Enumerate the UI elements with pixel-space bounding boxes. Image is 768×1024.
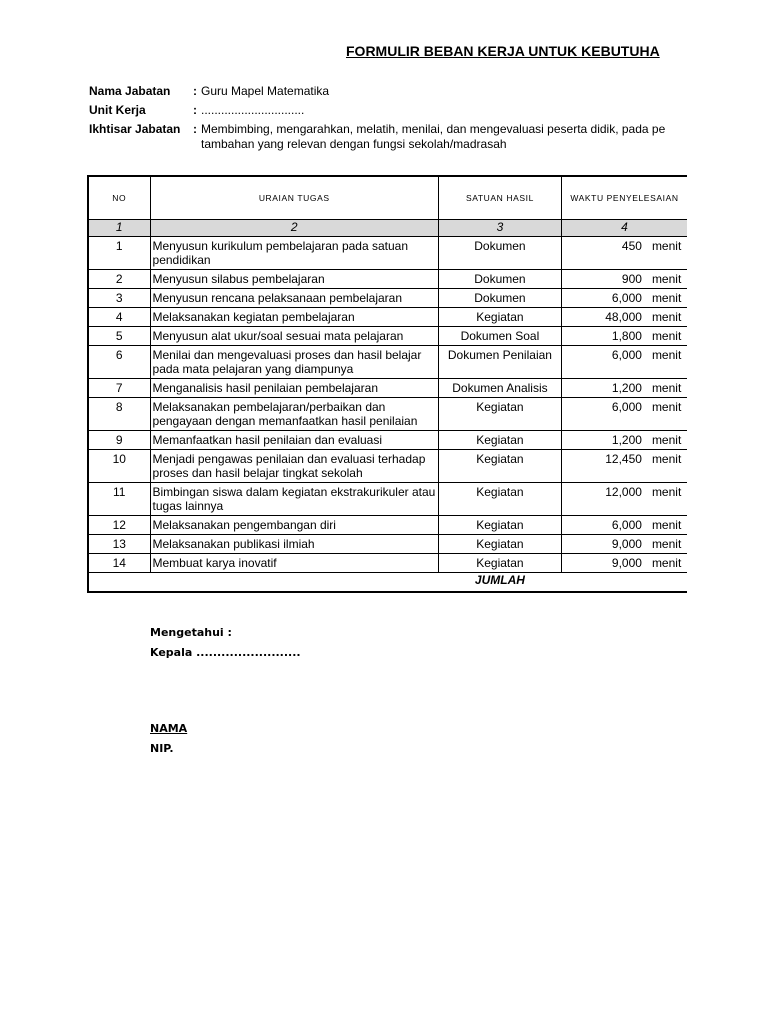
table-row bbox=[88, 379, 687, 398]
table-row bbox=[88, 398, 687, 431]
row-waktu-unit: menit bbox=[651, 291, 682, 305]
row-waktu-unit: menit bbox=[651, 518, 682, 532]
ikhtisar-line-1: Membimbing, mengarahkan, melatih, menilai, dan mengevaluasi peserta didik, pada pe bbox=[201, 122, 666, 136]
row-satuan: Kegiatan bbox=[438, 535, 561, 554]
nama-label: NAMA bbox=[150, 722, 188, 735]
row-waktu-value: 6,000 bbox=[611, 400, 642, 414]
row-waktu bbox=[561, 327, 687, 346]
row-waktu-value: 12,450 bbox=[605, 452, 642, 466]
col-number: 1 bbox=[88, 220, 150, 237]
colon: : bbox=[193, 84, 197, 98]
form-title: FORMULIR BEBAN KERJA UNTUK KEBUTUHA bbox=[346, 43, 660, 59]
row-uraian: Melaksanakan kegiatan pembelajaran bbox=[150, 308, 438, 327]
row-waktu-unit: menit bbox=[651, 329, 682, 343]
row-waktu-unit: menit bbox=[651, 239, 682, 253]
row-waktu-unit: menit bbox=[651, 485, 682, 499]
header-no: NO bbox=[88, 176, 150, 220]
row-no: 3 bbox=[88, 289, 150, 308]
row-waktu bbox=[561, 308, 687, 327]
row-satuan: Dokumen bbox=[438, 270, 561, 289]
ikhtisar-jabatan-label: Ikhtisar Jabatan bbox=[89, 122, 181, 136]
row-uraian: Memanfaatkan hasil penilaian dan evaluasi bbox=[150, 431, 438, 450]
row-no: 1 bbox=[88, 237, 150, 270]
row-satuan: Kegiatan bbox=[438, 431, 561, 450]
row-no: 9 bbox=[88, 431, 150, 450]
row-uraian: Menyusun kurikulum pembelajaran pada satuan pendidikan bbox=[150, 237, 438, 270]
nama-jabatan-value: Guru Mapel Matematika bbox=[201, 84, 330, 98]
row-waktu-value: 9,000 bbox=[611, 556, 642, 570]
unit-kerja-label: Unit Kerja bbox=[89, 103, 146, 117]
col-number: 4 bbox=[561, 220, 687, 237]
row-no: 2 bbox=[88, 270, 150, 289]
row-satuan: Dokumen bbox=[438, 289, 561, 308]
row-satuan: Kegiatan bbox=[438, 483, 561, 516]
row-uraian: Melaksanakan pengembangan diri bbox=[150, 516, 438, 535]
nip-label: NIP. bbox=[150, 742, 174, 755]
kepala-label: Kepala ......................... bbox=[150, 646, 301, 659]
row-no: 5 bbox=[88, 327, 150, 346]
row-waktu-unit: menit bbox=[651, 381, 682, 395]
row-uraian: Menilai dan mengevaluasi proses dan hasil belajar pada mata pelajaran yang diampunya bbox=[150, 346, 438, 379]
row-waktu bbox=[561, 398, 687, 431]
row-satuan: Dokumen Analisis bbox=[438, 379, 561, 398]
row-satuan: Kegiatan bbox=[438, 398, 561, 431]
row-no: 4 bbox=[88, 308, 150, 327]
unit-kerja-value: ............................... bbox=[201, 103, 305, 117]
colon: : bbox=[193, 103, 197, 117]
row-no: 13 bbox=[88, 535, 150, 554]
row-waktu-value: 1,200 bbox=[611, 433, 642, 447]
row-satuan: Kegiatan bbox=[438, 450, 561, 483]
row-no: 8 bbox=[88, 398, 150, 431]
row-waktu-unit: menit bbox=[651, 310, 682, 324]
row-waktu-value: 450 bbox=[621, 239, 642, 253]
row-satuan: Dokumen Soal bbox=[438, 327, 561, 346]
row-no: 12 bbox=[88, 516, 150, 535]
ikhtisar-jabatan-value bbox=[201, 122, 665, 152]
row-waktu-unit: menit bbox=[651, 537, 682, 551]
row-no: 6 bbox=[88, 346, 150, 379]
col-number: 2 bbox=[150, 220, 438, 237]
column-number-row bbox=[88, 220, 687, 237]
jumlah-value bbox=[561, 573, 687, 593]
row-satuan: Dokumen Penilaian bbox=[438, 346, 561, 379]
row-waktu bbox=[561, 516, 687, 535]
table-row bbox=[88, 308, 687, 327]
jumlah-empty bbox=[150, 573, 438, 593]
table-row bbox=[88, 237, 687, 270]
row-waktu bbox=[561, 289, 687, 308]
row-waktu-value: 6,000 bbox=[611, 518, 642, 532]
row-waktu bbox=[561, 270, 687, 289]
col-number: 3 bbox=[438, 220, 561, 237]
row-waktu bbox=[561, 431, 687, 450]
jumlah-row bbox=[88, 573, 687, 593]
row-satuan: Kegiatan bbox=[438, 308, 561, 327]
row-waktu-value: 900 bbox=[621, 272, 642, 286]
row-waktu-unit: menit bbox=[651, 452, 682, 466]
row-waktu-value: 48,000 bbox=[605, 310, 642, 324]
row-uraian: Menjadi pengawas penilaian dan evaluasi terhadap proses dan hasil belajar tingkat sekolah bbox=[150, 450, 438, 483]
row-waktu-value: 1,800 bbox=[611, 329, 642, 343]
row-uraian: Membuat karya inovatif bbox=[150, 554, 438, 573]
header-uraian-tugas: URAIAN TUGAS bbox=[150, 176, 438, 220]
jumlah-empty bbox=[88, 573, 150, 593]
nama-jabatan-label: Nama Jabatan bbox=[89, 84, 171, 98]
mengetahui-label: Mengetahui : bbox=[150, 626, 232, 639]
row-uraian: Menganalisis hasil penilaian pembelajaran bbox=[150, 379, 438, 398]
row-uraian: Menyusun silabus pembelajaran bbox=[150, 270, 438, 289]
table-row bbox=[88, 535, 687, 554]
row-no: 14 bbox=[88, 554, 150, 573]
row-satuan: Dokumen bbox=[438, 237, 561, 270]
row-waktu-value: 6,000 bbox=[611, 291, 642, 305]
table-body bbox=[88, 220, 687, 593]
ikhtisar-line-2: tambahan yang relevan dengan fungsi sekolah/madrasah bbox=[201, 137, 507, 151]
header-waktu-penyelesaian: WAKTU PENYELESAIAN bbox=[561, 176, 687, 220]
row-waktu-value: 12,000 bbox=[605, 485, 642, 499]
row-waktu bbox=[561, 346, 687, 379]
row-waktu bbox=[561, 379, 687, 398]
colon: : bbox=[193, 122, 197, 136]
table-header-row bbox=[88, 176, 687, 220]
table-row bbox=[88, 346, 687, 379]
row-uraian: Menyusun rencana pelaksanaan pembelajaran bbox=[150, 289, 438, 308]
row-waktu bbox=[561, 535, 687, 554]
jumlah-label: JUMLAH bbox=[438, 573, 561, 593]
row-no: 10 bbox=[88, 450, 150, 483]
row-uraian: Melaksanakan publikasi ilmiah bbox=[150, 535, 438, 554]
row-uraian: Bimbingan siswa dalam kegiatan ekstrakurikuler atau tugas lainnya bbox=[150, 483, 438, 516]
row-waktu-unit: menit bbox=[651, 400, 682, 414]
table-row bbox=[88, 516, 687, 535]
row-waktu-unit: menit bbox=[651, 348, 682, 362]
row-waktu bbox=[561, 237, 687, 270]
row-uraian: Melaksanakan pembelajaran/perbaikan dan pengayaan dengan memanfaatkan hasil penilaian bbox=[150, 398, 438, 431]
table-row bbox=[88, 431, 687, 450]
row-waktu-value: 9,000 bbox=[611, 537, 642, 551]
table-row bbox=[88, 289, 687, 308]
row-waktu-value: 6,000 bbox=[611, 348, 642, 362]
row-uraian: Menyusun alat ukur/soal sesuai mata pelajaran bbox=[150, 327, 438, 346]
table-row bbox=[88, 450, 687, 483]
table-row bbox=[88, 327, 687, 346]
row-waktu bbox=[561, 450, 687, 483]
row-waktu bbox=[561, 554, 687, 573]
row-waktu-unit: menit bbox=[651, 556, 682, 570]
row-no: 7 bbox=[88, 379, 150, 398]
beban-kerja-table bbox=[87, 175, 687, 593]
row-waktu-value: 1,200 bbox=[611, 381, 642, 395]
table-row bbox=[88, 270, 687, 289]
row-waktu-unit: menit bbox=[651, 272, 682, 286]
row-satuan: Kegiatan bbox=[438, 554, 561, 573]
row-satuan: Kegiatan bbox=[438, 516, 561, 535]
table-row bbox=[88, 554, 687, 573]
row-no: 11 bbox=[88, 483, 150, 516]
header-satuan-hasil: SATUAN HASIL bbox=[438, 176, 561, 220]
table-row bbox=[88, 483, 687, 516]
row-waktu-unit: menit bbox=[651, 433, 682, 447]
row-waktu bbox=[561, 483, 687, 516]
